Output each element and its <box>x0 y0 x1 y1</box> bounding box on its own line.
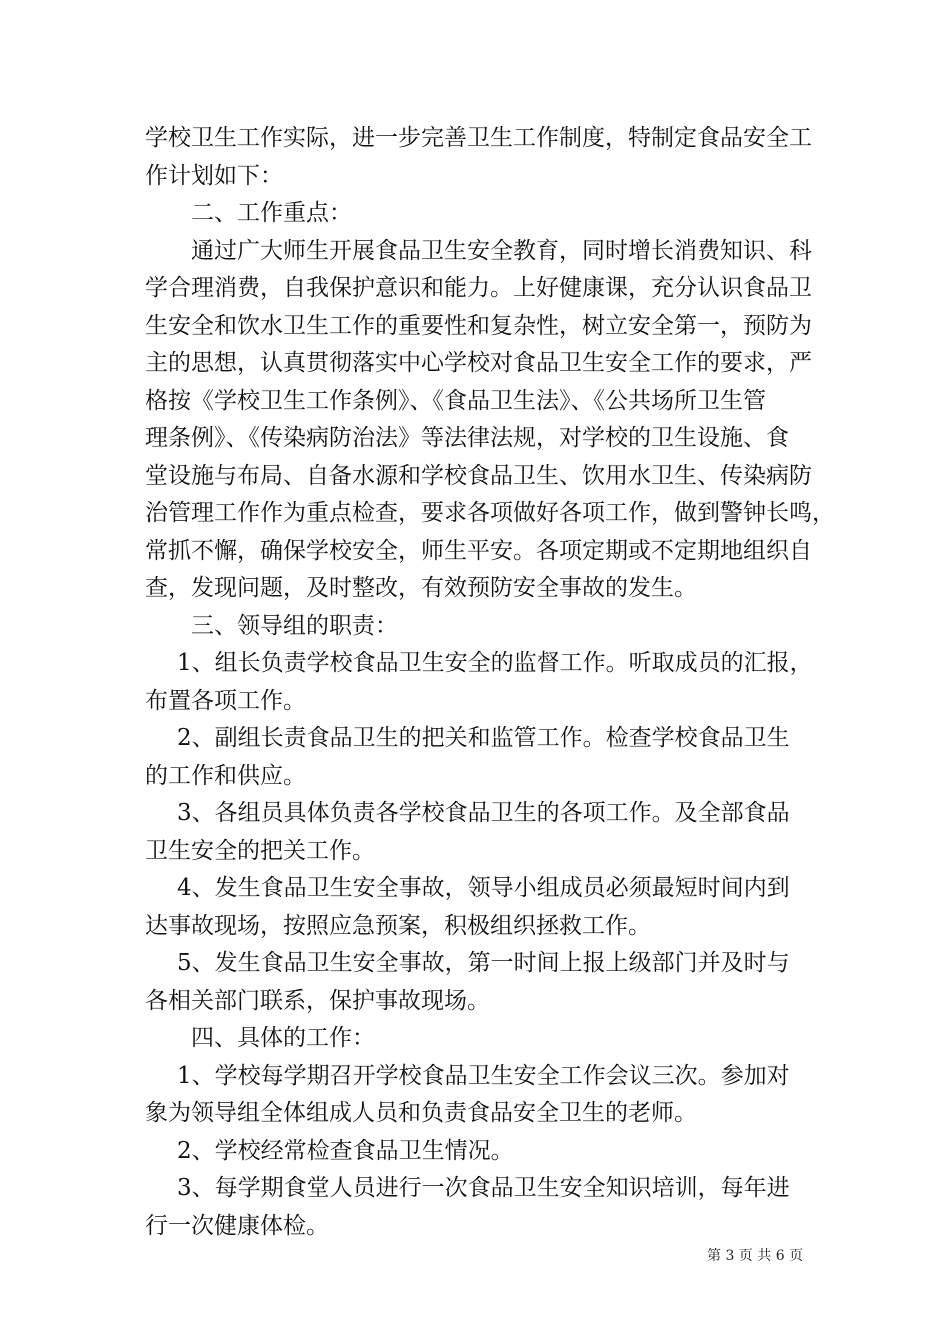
body-line: 达事故现场，按照应急预案，积极组织拯救工作。 <box>145 912 651 939</box>
body-line: 理条例》、《传染病防治法》等法律法规，对学校的卫生设施、食 <box>145 425 789 451</box>
body-line: 作计划如下： <box>145 162 283 189</box>
section-heading: 三、领导组的职责： <box>191 612 398 639</box>
body-line: 布置各项工作。 <box>145 687 306 714</box>
body-line: 堂设施与布局、自备水源和学校食品卫生、饮用水卫生、传染病防 <box>145 462 812 489</box>
body-line: 学校卫生工作实际，进一步完善卫生工作制度，特制定食品安全工 <box>145 125 812 151</box>
body-line: 卫生安全的把关工作。 <box>145 837 375 864</box>
section-heading: 二、工作重点： <box>191 200 352 226</box>
body-line: 主的思想，认真贯彻落实中心学校对食品卫生安全工作的要求，严 <box>145 350 812 376</box>
list-item-line: 4、发生食品卫生安全事故，领导小组成员必须最短时间内到 <box>177 875 790 901</box>
body-line: 治管理工作作为重点检查，要求各项做好各项工作，做到警钟长鸣， <box>145 500 835 526</box>
body-line: 各相关部门联系，保护事故现场。 <box>145 987 490 1014</box>
body-line: 行一次健康体检。 <box>145 1212 329 1239</box>
list-item-line: 5、发生食品卫生安全事故，第一时间上报上级部门并及时与 <box>177 950 790 976</box>
body-line: 常抓不懈，确保学校安全，师生平安。各项定期或不定期地组织自 <box>145 537 812 564</box>
list-item-line: 2、学校经常检查食品卫生情况。 <box>177 1137 514 1164</box>
section-heading: 四、具体的工作： <box>191 1025 375 1051</box>
page-number-footer: 第 3 页 共 6 页 <box>707 1248 804 1264</box>
list-item-line: 2、副组长责食品卫生的把关和监管工作。检查学校食品卫生 <box>177 725 790 751</box>
body-line: 的工作和供应。 <box>145 762 306 789</box>
list-item-line: 1、学校每学期召开学校食品卫生安全工作会议三次。参加对 <box>177 1062 790 1089</box>
document-body <box>145 120 835 1245</box>
body-line: 生安全和饮水卫生工作的重要性和复杂性，树立安全第一，预防为 <box>145 312 812 339</box>
list-item-line: 3、每学期食堂人员进行一次食品卫生安全知识培训，每年进 <box>177 1175 790 1201</box>
body-line: 格按《学校卫生工作条例》、《食品卫生法》、《公共场所卫生管 <box>145 387 766 414</box>
body-line: 查，发现问题，及时整改，有效预防安全事故的发生。 <box>145 575 697 601</box>
list-item-line: 1、组长负责学校食品卫生安全的监督工作。听取成员的汇报， <box>177 650 813 676</box>
body-line: 学合理消费，自我保护意识和能力。上好健康课，充分认识食品卫 <box>145 275 812 301</box>
body-line: 象为领导组全体组成人员和负责食品安全卫生的老师。 <box>145 1100 697 1126</box>
list-item-line: 3、各组员具体负责各学校食品卫生的各项工作。及全部食品 <box>177 800 790 826</box>
body-line: 通过广大师生开展食品卫生安全教育，同时增长消费知识、科 <box>191 237 812 264</box>
